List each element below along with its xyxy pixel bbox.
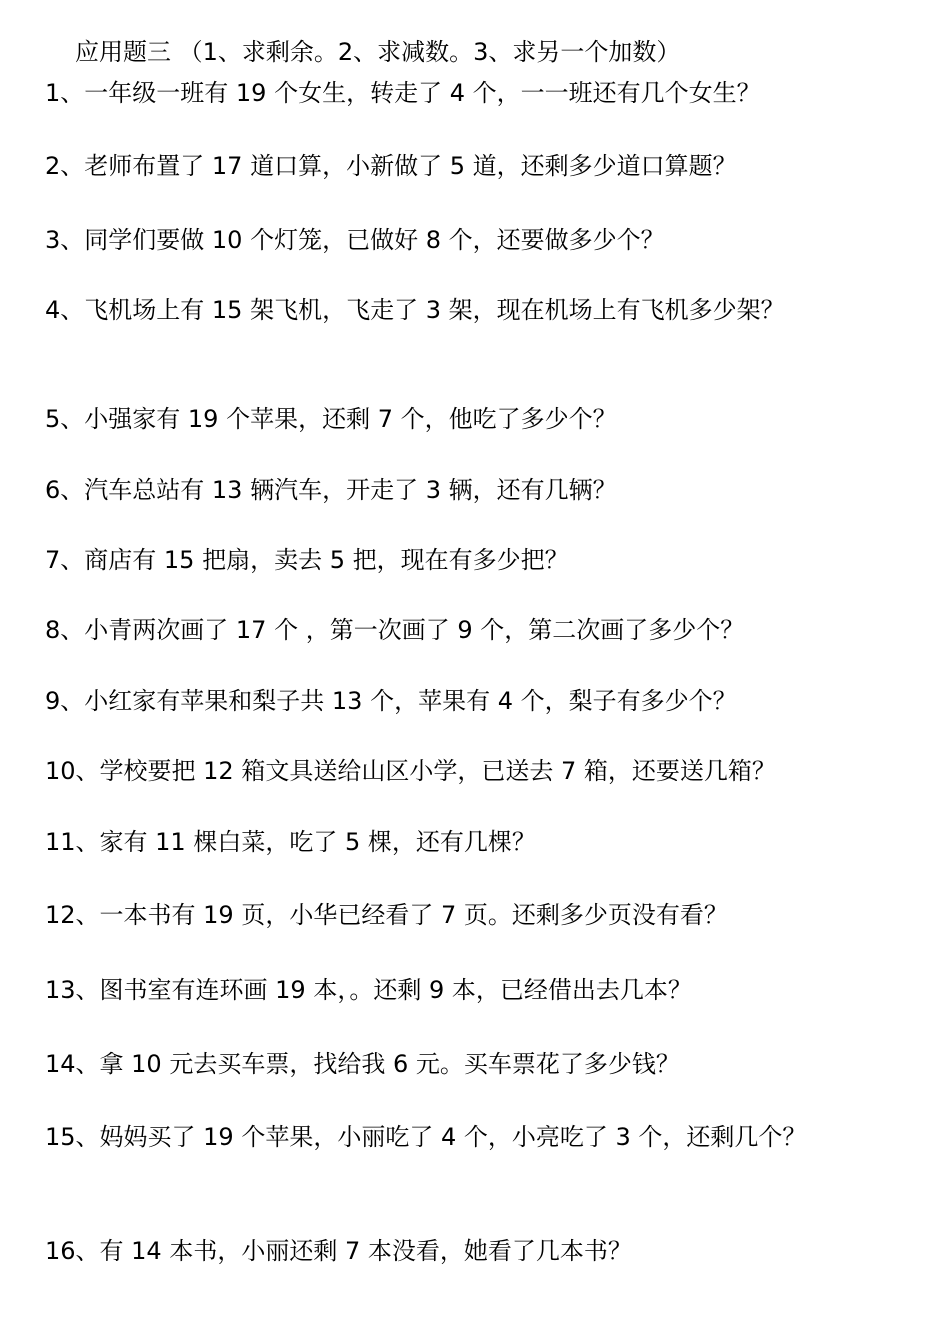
question-6: 6、汽车总站有 13 辆汽车，开走了 3 辆，还有几辆？	[45, 476, 617, 504]
question-7: 7、商店有 15 把扇，卖去 5 把，现在有多少把？	[45, 546, 569, 574]
question-16: 16、有 14 本书，小丽还剩 7 本没看，她看了几本书？	[45, 1237, 632, 1265]
worksheet-title: 应用题三 （1、求剩余。2、求减数。3、求另一个加数）	[75, 38, 681, 66]
question-13: 13、图书室有连环画 19 本，。还剩 9 本，已经借出去几本？	[45, 976, 692, 1004]
question-8: 8、小青两次画了 17 个 ，第一次画了 9 个，第二次画了多少个？	[45, 616, 745, 644]
question-2: 2、老师布置了 17 道口算，小新做了 5 道，还剩多少道口算题？	[45, 152, 737, 180]
question-11: 11、家有 11 棵白菜，吃了 5 棵，还有几棵？	[45, 828, 536, 856]
question-3: 3、同学们要做 10 个灯笼，已做好 8 个，还要做多少个？	[45, 226, 665, 254]
question-1: 1、一年级一班有 19 个女生，转走了 4 个，一一班还有几个女生？	[45, 79, 761, 107]
question-15: 15、妈妈买了 19 个苹果，小丽吃了 4 个，小亮吃了 3 个，还剩几个？	[45, 1123, 807, 1151]
question-9: 9、小红家有苹果和梨子共 13 个，苹果有 4 个，梨子有多少个？	[45, 687, 737, 715]
question-4: 4、飞机场上有 15 架飞机，飞走了 3 架，现在机场上有飞机多少架？	[45, 296, 785, 324]
question-10: 10、学校要把 12 箱文具送给山区小学，已送去 7 箱，还要送几箱？	[45, 757, 776, 785]
question-5: 5、小强家有 19 个苹果，还剩 7 个，他吃了多少个？	[45, 405, 617, 433]
question-14: 14、拿 10 元去买车票，找给我 6 元。买车票花了多少钱？	[45, 1050, 680, 1078]
question-12: 12、一本书有 19 页，小华已经看了 7 页。还剩多少页没有看？	[45, 901, 728, 929]
